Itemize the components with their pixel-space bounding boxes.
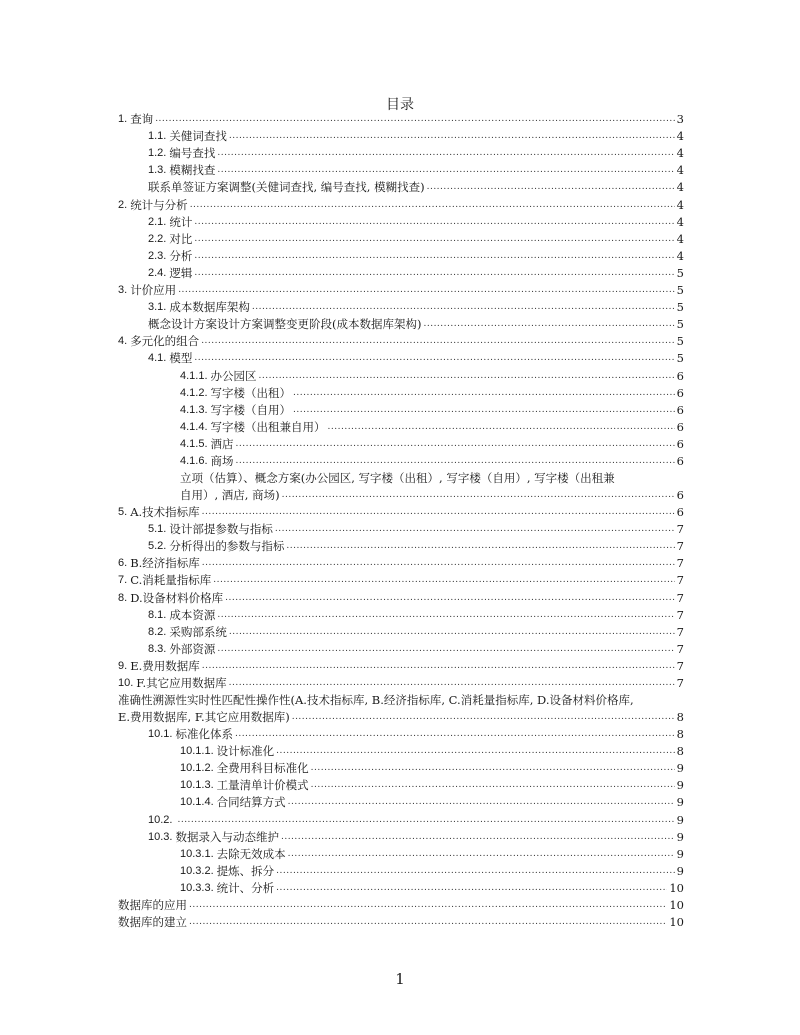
dot-leader [194, 231, 674, 248]
dot-leader [194, 214, 674, 231]
dot-leader [235, 726, 675, 743]
toc-entry[interactable]: 数据库的应用 ..... 10 [118, 897, 684, 914]
toc-entry[interactable]: 2.1. 统计 ..... 4 [118, 214, 684, 231]
dot-leader [281, 829, 675, 846]
dot-leader [293, 385, 675, 402]
page-ref: 5 [676, 265, 684, 280]
toc-entry[interactable]: 5.1. 设计部提参数与指标 ..... 7 [118, 521, 684, 538]
dot-leader [427, 179, 675, 196]
page-ref: 7 [676, 607, 684, 622]
dot-leader [423, 316, 674, 333]
dot-leader [177, 812, 674, 829]
toc-entry[interactable]: 10.3.2. 提炼、拆分 ..... 9 [118, 863, 684, 880]
page-ref: 7 [676, 641, 684, 656]
toc-entry[interactable]: 1.1. 关健词查找 ..... 4 [118, 128, 684, 145]
toc-entry[interactable]: 10.1.4. 合同结算方式 ..... 9 [118, 794, 684, 811]
page-ref: 10 [669, 880, 684, 895]
dot-leader [189, 914, 667, 931]
toc-entry[interactable]: 10.3.1. 去除无效成本 ..... 9 [118, 846, 684, 863]
dot-leader [288, 794, 675, 811]
toc-entry[interactable]: 9. E.费用数据库 ..... 7 [118, 658, 684, 675]
toc-entry[interactable]: 10.1.2. 全费用科目标准化 ..... 9 [118, 760, 684, 777]
toc-entry[interactable]: 10.1. 标准化体系 ..... 8 [118, 726, 684, 743]
page-ref: 9 [676, 863, 684, 878]
dot-leader [276, 743, 675, 760]
toc-entry[interactable]: 2.2. 对比 ..... 4 [118, 231, 684, 248]
dot-leader [155, 111, 674, 128]
toc-entry[interactable]: 6. B.经济指标库 ..... 7 [118, 555, 684, 572]
toc-entry[interactable]: 3.1. 成本数据库架构 ..... 5 [118, 299, 684, 316]
toc-entry-multiline[interactable]: 立项（估算）、概念方案(办公园区, 写字楼（出租）, 写字楼（自用）, 写字楼（出租兼 自用）, 酒店, 商场) ..... 6 [118, 470, 684, 504]
page-ref: 9 [676, 846, 684, 861]
dot-leader [293, 402, 675, 419]
page-ref: 6 [676, 419, 684, 434]
page-ref: 6 [676, 436, 684, 451]
table-of-contents [118, 111, 684, 931]
toc-entry[interactable]: 2.3. 分析 ..... 4 [118, 248, 684, 265]
dot-leader [292, 709, 675, 726]
page-ref: 9 [676, 812, 684, 827]
dot-leader [311, 777, 675, 794]
page-ref: 7 [676, 590, 684, 605]
toc-entry[interactable]: 4. 多元化的组合 ..... 5 [118, 333, 684, 350]
page-ref: 6 [676, 487, 684, 502]
toc-entry[interactable]: 8.1. 成本资源 ..... 7 [118, 607, 684, 624]
dot-leader [229, 624, 675, 641]
dot-leader [194, 350, 674, 367]
page-ref: 4 [676, 146, 684, 161]
page-ref: 9 [676, 761, 684, 776]
page-ref: 6 [676, 368, 684, 383]
dot-leader [202, 504, 675, 521]
dot-leader [202, 555, 675, 572]
dot-leader [190, 197, 675, 214]
page-ref: 5 [676, 283, 684, 298]
dot-leader [189, 897, 667, 914]
page-ref: 7 [676, 522, 684, 537]
dot-leader [276, 880, 667, 897]
page-ref: 10 [669, 915, 684, 930]
dot-leader [252, 299, 675, 316]
dot-leader [282, 487, 675, 504]
toc-entry[interactable]: 4.1.3. 写字楼（自用） ..... 6 [118, 402, 684, 419]
toc-entry[interactable]: 1.3. 模糊找查 ..... 4 [118, 162, 684, 179]
page-ref: 5 [676, 351, 684, 366]
toc-entry[interactable]: 10.3. 数据录入与动态维护 ..... 9 [118, 829, 684, 846]
toc-entry[interactable]: 10.1.1. 设计标准化 ..... 8 [118, 743, 684, 760]
dot-leader [328, 419, 675, 436]
toc-entry[interactable]: 5. A.技术指标库 ..... 6 [118, 504, 684, 521]
toc-entry[interactable]: 联系单签证方案调整(关健词查找, 编号查找, 模糊找查) ..... 4 [118, 179, 684, 196]
page-ref: 4 [676, 197, 684, 212]
toc-entry[interactable]: 概念设计方案设计方案调整变更阶段(成本数据库架构) ..... 5 [118, 316, 684, 333]
page-number: 1 [395, 970, 405, 988]
dot-leader [276, 863, 675, 880]
page-ref: 9 [676, 778, 684, 793]
dot-leader [288, 846, 675, 863]
page-ref: 4 [676, 163, 684, 178]
page-ref: 6 [676, 453, 684, 468]
dot-leader [236, 436, 675, 453]
page-ref: 7 [676, 573, 684, 588]
dot-leader [213, 572, 674, 589]
toc-entry[interactable]: 7. C.消耗量指标库 ..... 7 [118, 572, 684, 589]
page-ref: 7 [676, 539, 684, 554]
page-ref: 7 [676, 676, 684, 690]
toc-entry[interactable]: 1.2. 编号查找 ..... 4 [118, 145, 684, 162]
dot-leader [194, 248, 674, 265]
dot-leader [178, 282, 674, 299]
page-ref: 7 [676, 624, 684, 639]
dot-leader [236, 453, 675, 470]
dot-leader [225, 590, 675, 607]
page-ref: 4 [676, 214, 684, 229]
toc-entry[interactable]: 8.2. 采购部系统 ..... 7 [118, 624, 684, 641]
toc-entry[interactable]: 8.3. 外部资源 ..... 7 [118, 641, 684, 658]
page-ref: 5 [676, 300, 684, 315]
toc-entry[interactable]: 4.1.6. 商场 ..... 6 [118, 453, 684, 470]
toc-entry[interactable]: 4.1.5. 酒店 ..... 6 [118, 436, 684, 453]
page-ref: 6 [676, 402, 684, 417]
toc-entry[interactable]: 4.1. 模型 ..... 5 [118, 350, 684, 367]
dot-leader [217, 641, 674, 658]
toc-entry[interactable]: 3. 计价应用 ..... 5 [118, 282, 684, 299]
page-ref: 4 [676, 180, 684, 195]
page-ref: 9 [676, 829, 684, 844]
toc-entry[interactable]: 10. F.其它应用数据库 ..... 7 [118, 675, 684, 692]
toc-entry[interactable]: 1. 查询 ..... 3 [118, 111, 684, 128]
page-ref: 9 [676, 795, 684, 810]
toc-title: 目录 [386, 97, 414, 113]
toc-entry[interactable]: 4.1.1. 办公园区 ..... 6 [118, 367, 684, 384]
toc-entry[interactable]: 5.2. 分析得出的参数与指标 ..... 7 [118, 538, 684, 555]
toc-entry[interactable]: 10.3.3. 统计、分析 ..... 10 [118, 880, 684, 897]
toc-entry[interactable]: 2. 统计与分析 ..... 4 [118, 196, 684, 213]
dot-leader [201, 333, 674, 350]
toc-entry[interactable]: 4.1.4. 写字楼（出租兼自用） ..... 6 [118, 419, 684, 436]
dot-leader [217, 162, 674, 179]
page-ref: 4 [676, 231, 684, 246]
toc-entry-multiline[interactable]: 准确性溯源性实时性匹配性操作性(A.技术指标库, B.经济指标库, C.消耗量指标库, D.设备材料价格库, E.费用数据库, F.其它应用数据库) ..... 8 [118, 692, 684, 726]
dot-leader [217, 145, 674, 162]
page-ref: 4 [676, 129, 684, 144]
dot-leader [286, 538, 674, 555]
dot-leader [275, 521, 675, 538]
toc-entry[interactable]: 数据库的建立 ..... 10 [118, 914, 684, 931]
page-ref: 5 [676, 317, 684, 332]
toc-entry[interactable]: 8. D.设备材料价格库 ..... 7 [118, 589, 684, 606]
page-ref: 8 [676, 710, 684, 724]
page-ref: 8 [676, 744, 684, 759]
page-ref: 5 [676, 334, 684, 349]
page-ref: 3 [676, 112, 684, 127]
page-ref: 10 [669, 898, 684, 913]
dot-leader [194, 265, 674, 282]
toc-entry[interactable]: 10.1.3. 工量清单计价模式 ..... 9 [118, 777, 684, 794]
page-ref: 6 [676, 505, 684, 520]
toc-entry[interactable]: 10.2. ..... 9 [118, 811, 684, 828]
page-ref: 7 [676, 556, 684, 571]
page-ref: 4 [676, 248, 684, 263]
dot-leader [229, 128, 675, 145]
toc-entry[interactable]: 4.1.2. 写字楼（出租） ..... 6 [118, 385, 684, 402]
dot-leader [311, 760, 675, 777]
toc-entry[interactable]: 2.4. 逻辑 ..... 5 [118, 265, 684, 282]
dot-leader [217, 607, 674, 624]
dot-leader [259, 368, 675, 385]
page-ref: 6 [676, 385, 684, 400]
page-ref: 8 [676, 727, 684, 742]
dot-leader [202, 658, 675, 675]
page-ref: 7 [676, 658, 684, 673]
dot-leader [229, 675, 675, 692]
